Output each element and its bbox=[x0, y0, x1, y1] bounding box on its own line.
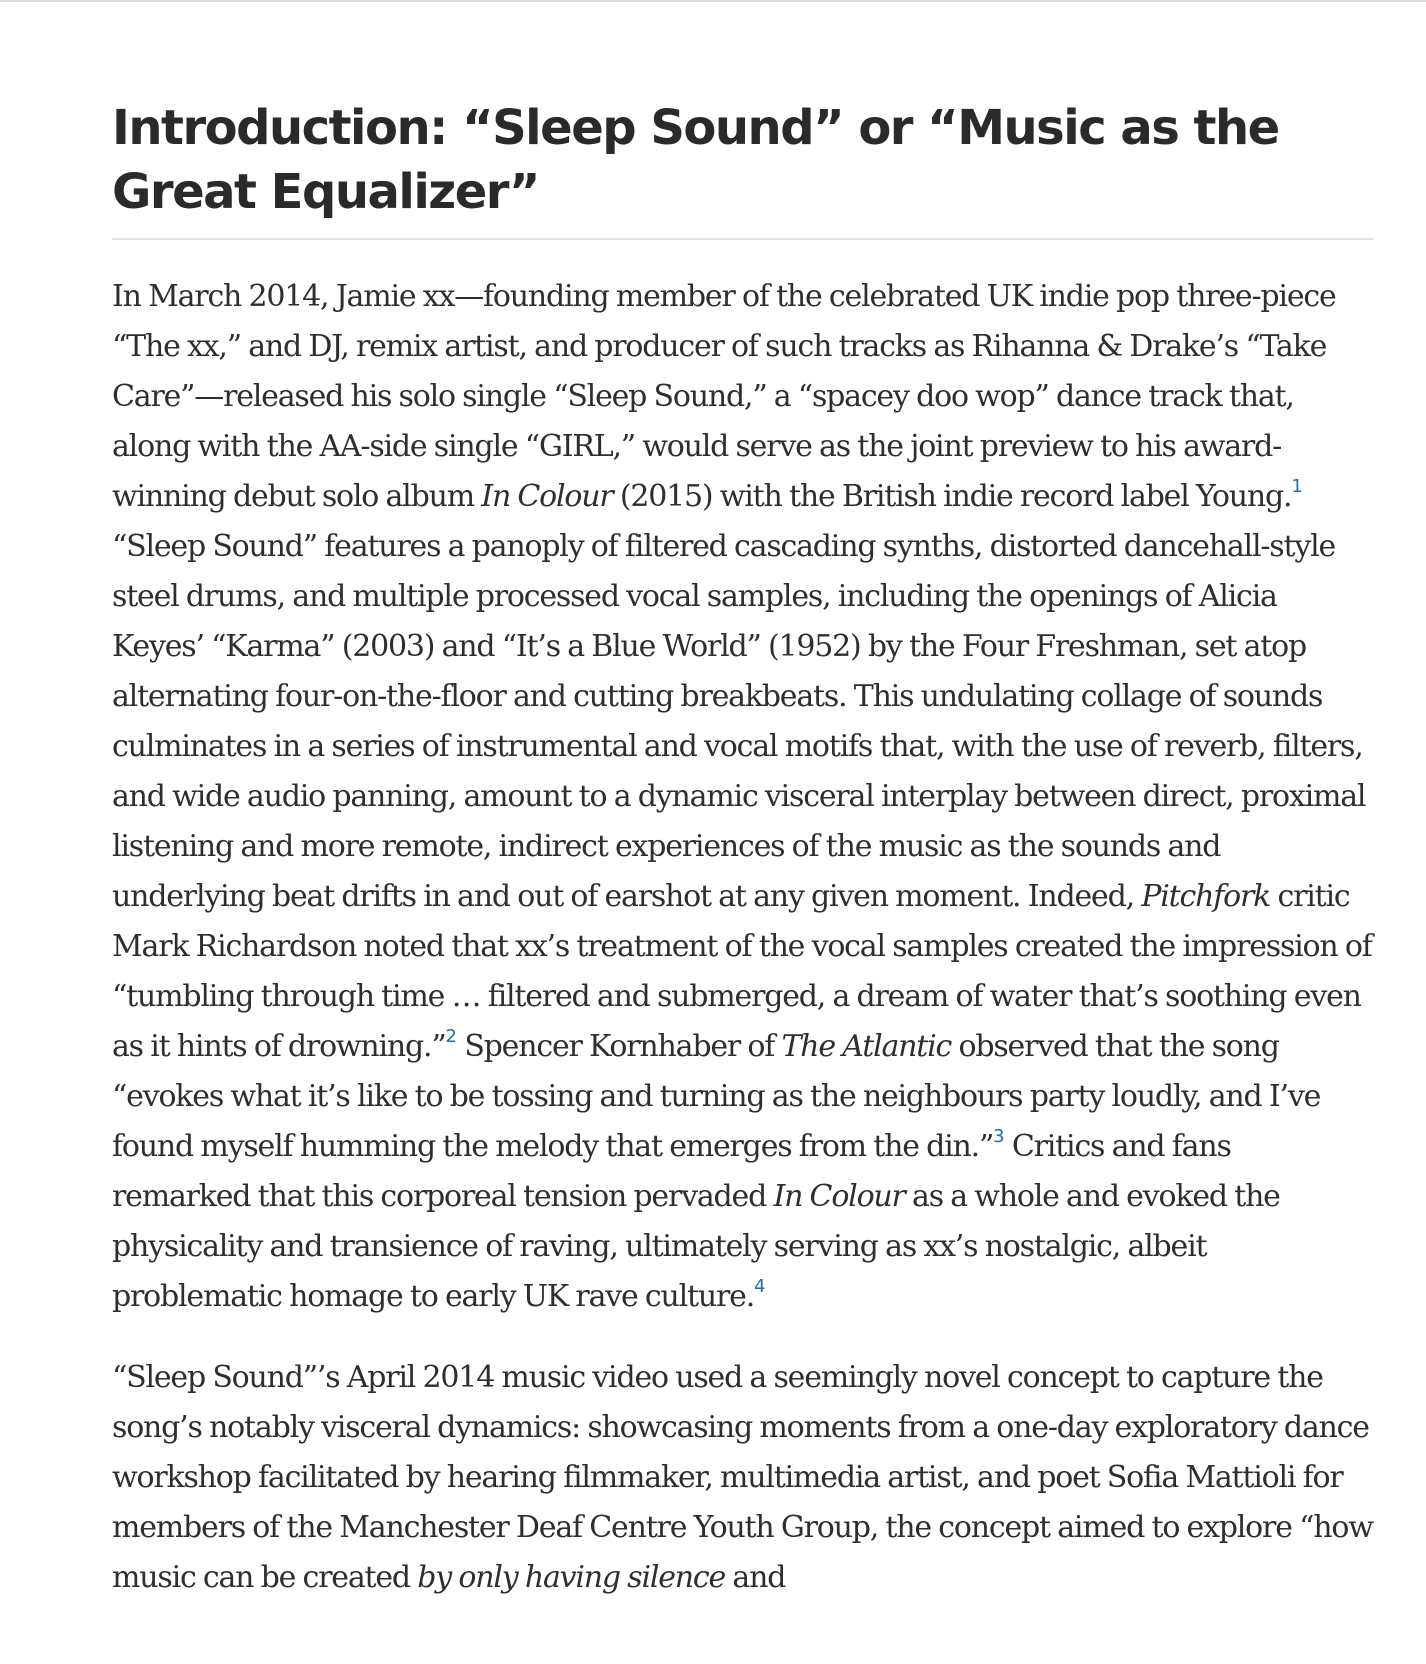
top-divider bbox=[0, 0, 1426, 4]
p2-italic-silence: by only having silence bbox=[417, 1560, 726, 1595]
section-heading: Introduction: “Sleep Sound” or “Music as the Great Equalizer” bbox=[112, 96, 1374, 240]
p1-text-2: (2015) with the British indie record label Young. bbox=[612, 479, 1292, 514]
p1-italic-pitchfork: Pitchfork bbox=[1141, 879, 1271, 914]
p1-italic-in-colour: In Colour bbox=[481, 479, 613, 514]
p1-text-8: as a whole and evoked the physicality and transience of raving, ultimately serving as xx’s nostalgic, albeit problematic homage to early UK rave culture. bbox=[112, 1179, 1280, 1314]
p1-italic-in-colour-2: In Colour bbox=[773, 1179, 905, 1214]
footnote-link-3[interactable]: 3 bbox=[993, 1126, 1005, 1147]
p1-text-1: In March 2014, Jamie xx—founding member of the celebrated UK indie pop three-piece “The xx,” and DJ, remix artist, and producer of such tracks as Rihanna & Drake’s “Take Care”—released his solo single “Sleep Sound,” a “spacey doo wop” dance track that, along with the AA-side single “GIRL,” would serve as the joint preview to his award-winning debut solo album bbox=[112, 279, 1336, 514]
p2-text-2: and bbox=[725, 1560, 786, 1595]
p1-text-6: observed that the song “evokes what it’s like to be tossing and turning as the neighbours party loudly, and I’ve found myself humming the melody that emerges from the din.” bbox=[112, 1029, 1321, 1164]
p1-text-3: “Sleep Sound” features a panoply of filtered cascading synths, distorted dancehall-style steel drums, and multiple processed vocal samples, including the openings of Alicia Keyes’ “Karma” (2003) and “It’s a Blue World” (1952) by the Four Freshman, set atop alternating four-on-the-floor and cutting breakbeats. This undulating collage of sounds culminates in a series of instrumental and vocal motifs that, with the use of reverb, filters, and wide audio panning, amount to a dynamic visceral interplay between direct, proximal listening and more remote, indirect experiences of the music as the sounds and underlying beat drifts in and out of earshot at any given moment. Indeed, bbox=[112, 529, 1366, 914]
article-body bbox=[112, 96, 1374, 1603]
p1-italic-the-atlantic: The Atlantic bbox=[781, 1029, 952, 1064]
footnote-link-2[interactable]: 2 bbox=[445, 1026, 457, 1047]
paragraph-2 bbox=[112, 1353, 1374, 1603]
footnote-link-1[interactable]: 1 bbox=[1291, 476, 1303, 497]
footnote-link-4[interactable]: 4 bbox=[754, 1276, 766, 1297]
paragraph-1 bbox=[112, 272, 1374, 1322]
p2-text-1: “Sleep Sound”’s April 2014 music video used a seemingly novel concept to capture the song’s notably visceral dynamics: showcasing moments from a one-day exploratory dance workshop facilitated by hearing filmmaker, multimedia artist, and poet Sofia Mattioli for members of the Manchester Deaf Centre Youth Group, the concept aimed to explore “how music can be created bbox=[112, 1360, 1373, 1595]
p1-text-7: Critics and fans remarked that this corporeal tension pervaded bbox=[112, 1129, 1231, 1214]
p1-text-5: Spencer Kornhaber of bbox=[456, 1029, 782, 1064]
p1-text-4: critic Mark Richardson noted that xx’s treatment of the vocal samples created the impression of “tumbling through time … filtered and submerged, a dream of water that’s soothing even as it hints of drowning.” bbox=[112, 879, 1372, 1064]
